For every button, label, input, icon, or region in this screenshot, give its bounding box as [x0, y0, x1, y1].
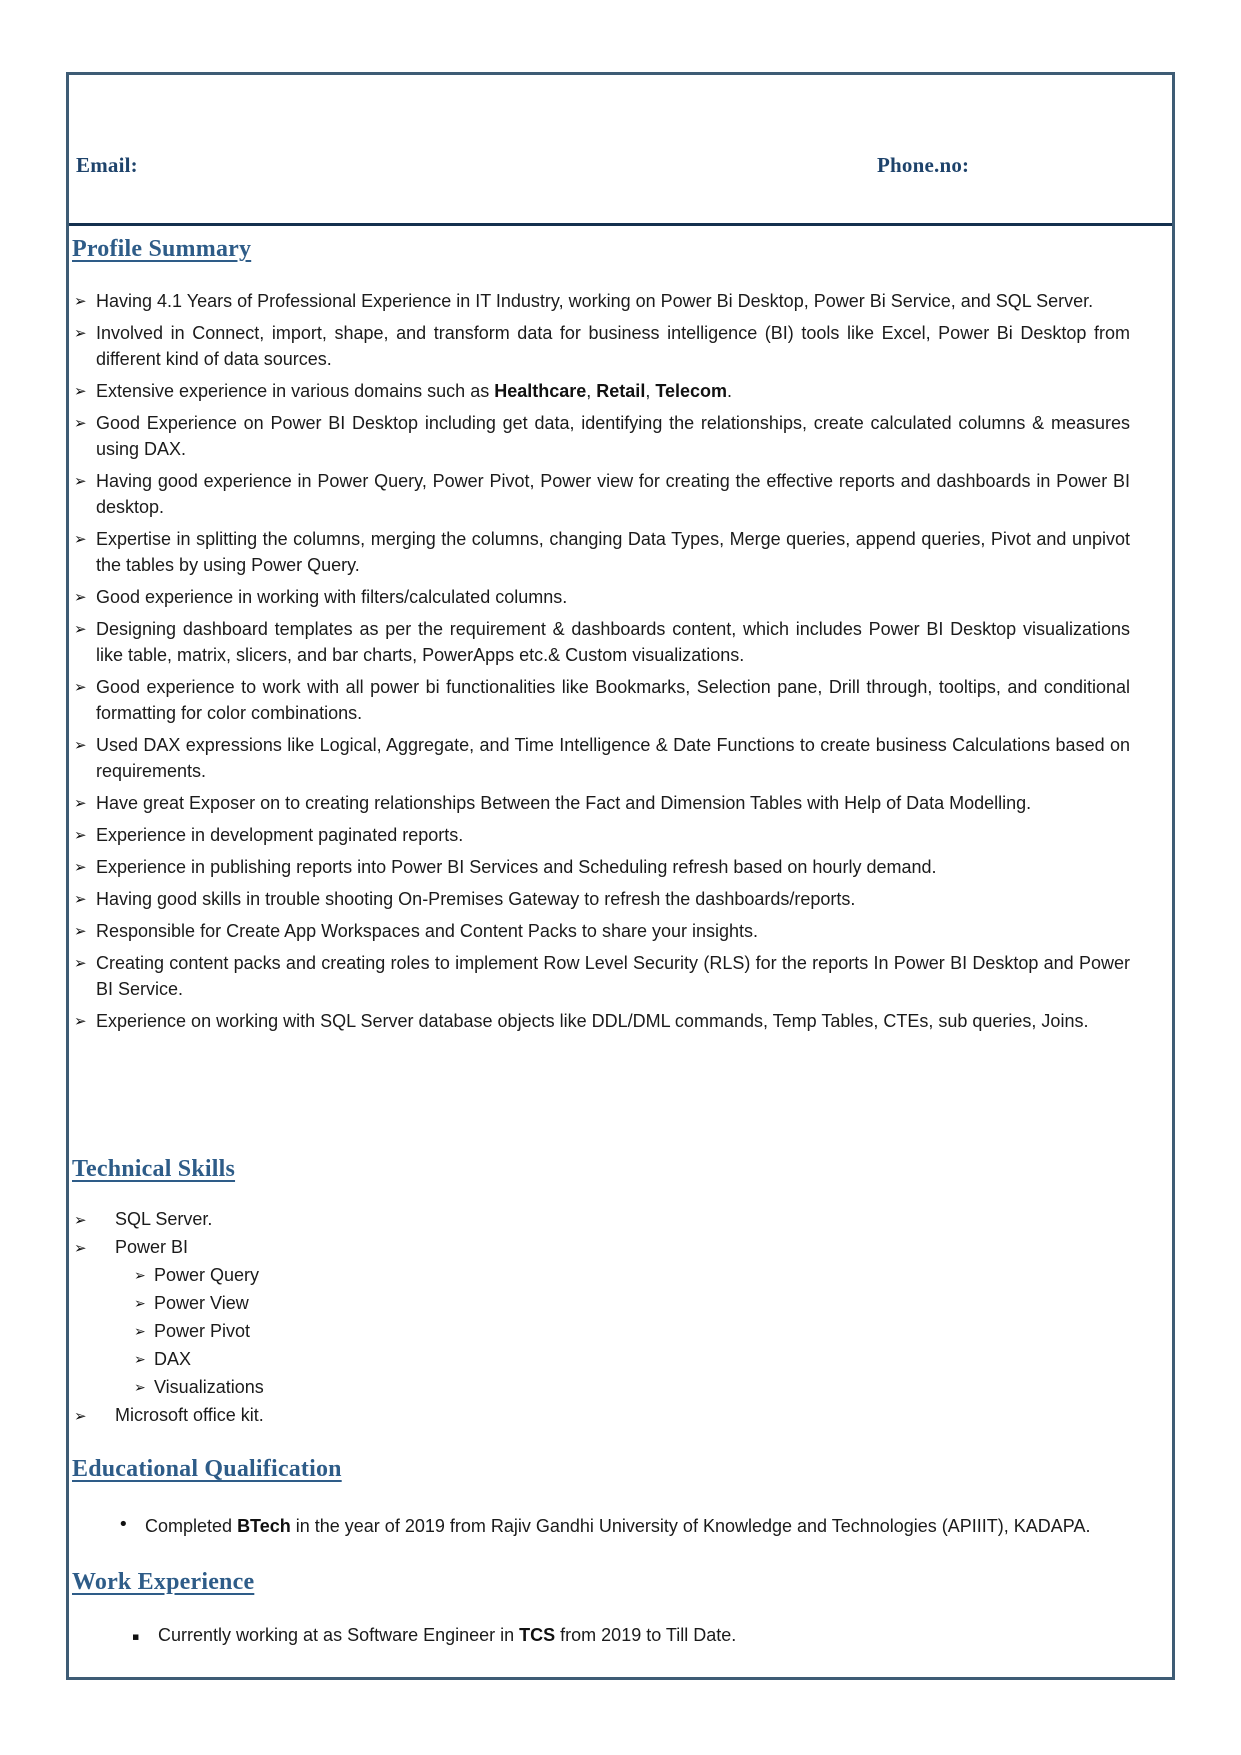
dot-bullet-icon: •	[118, 1514, 129, 1535]
list-item	[74, 288, 1130, 314]
bullet-text: Good experience in working with filters/calculated columns.	[96, 587, 568, 607]
bullet-text: Currently working at as Software Engineer in	[158, 1625, 520, 1645]
arrow-bullet-icon: ➢	[74, 1239, 87, 1257]
arrow-bullet-icon: ➢	[74, 530, 87, 548]
bold-term: BTech	[237, 1516, 291, 1536]
list-item	[74, 674, 1130, 726]
list-item	[134, 1345, 1130, 1373]
skill-label: Visualizations	[154, 1377, 264, 1397]
bullet-text: Having good experience in Power Query, Power Pivot, Power view for creating the effective reports and dashboards in Power BI desktop.	[96, 471, 1130, 517]
skill-label: DAX	[154, 1349, 192, 1369]
bullet-text: Good experience to work with all power bi functionalities like Bookmarks, Selection pane, Drill through, tooltips, and conditional formatting for color combinations.	[96, 677, 1130, 723]
bold-term: Healthcare	[494, 381, 587, 401]
skill-label: Power View	[154, 1293, 249, 1313]
list-item	[134, 1373, 1130, 1401]
profile-summary-title: Profile Summary	[72, 236, 252, 262]
arrow-bullet-icon: ➢	[74, 620, 87, 638]
arrow-bullet-icon: ➢	[134, 1352, 146, 1368]
bullet-text: ,	[645, 381, 656, 401]
bullet-text: Completed	[145, 1516, 238, 1536]
bullet-text: Having good skills in trouble shooting On-Premises Gateway to refresh the dashboards/reports.	[96, 889, 856, 909]
list-item	[74, 410, 1130, 462]
skill-label: Power BI	[115, 1237, 189, 1257]
square-bullet-icon: ▪	[132, 1630, 140, 1643]
arrow-bullet-icon: ➢	[134, 1296, 146, 1312]
list-item	[74, 584, 1130, 610]
list-item	[74, 790, 1130, 816]
list-item	[74, 918, 1130, 944]
arrow-bullet-icon: ➢	[74, 1407, 87, 1425]
bullet-text: Extensive experience in various domains such as	[96, 381, 495, 401]
list-item	[74, 1401, 1130, 1429]
arrow-bullet-icon: ➢	[74, 736, 87, 754]
bullet-text: Experience in development paginated reports.	[96, 825, 464, 845]
list-item	[74, 320, 1130, 372]
bullet-text: Designing dashboard templates as per the requirement & dashboards content, which includes Power BI Desktop visualizations like table, matrix, slicers, and bar charts, PowerApps etc.& Custom visualizations.	[96, 619, 1130, 665]
arrow-bullet-icon: ➢	[74, 472, 87, 490]
work-experience-list	[74, 1622, 1130, 1648]
arrow-bullet-icon: ➢	[74, 794, 87, 812]
email-label: Email:	[76, 153, 138, 177]
list-item	[74, 526, 1130, 578]
list-item	[118, 1510, 1130, 1542]
bullet-text: Experience in publishing reports into Power BI Services and Scheduling refresh based on hourly demand.	[96, 857, 937, 877]
bullet-text: Involved in Connect, import, shape, and transform data for business intelligence (BI) tools like Excel, Power Bi Desktop from different kind of data sources.	[96, 323, 1130, 369]
arrow-bullet-icon: ➢	[74, 588, 87, 606]
list-item	[74, 378, 1130, 404]
list-item	[132, 1622, 1130, 1648]
arrow-bullet-icon: ➢	[74, 678, 87, 696]
bold-term: TCS	[519, 1625, 556, 1645]
arrow-bullet-icon: ➢	[134, 1324, 146, 1340]
bullet-text: .	[727, 381, 733, 401]
list-item	[74, 1233, 1130, 1261]
list-item	[134, 1289, 1130, 1317]
list-item	[74, 732, 1130, 784]
education-title: Educational Qualification	[72, 1456, 342, 1482]
list-item	[74, 886, 1130, 912]
bullet-text: Have great Exposer on to creating relationships Between the Fact and Dimension Tables with Help of Data Modelling.	[96, 793, 1032, 813]
list-item	[74, 950, 1130, 1002]
bullet-text: Having 4.1 Years of Professional Experience in IT Industry, working on Power Bi Desktop, Power Bi Service, and SQL Server.	[96, 291, 1094, 311]
skill-label: SQL Server.	[115, 1209, 213, 1229]
list-item	[74, 822, 1130, 848]
skill-label: Power Query	[154, 1265, 260, 1285]
bullet-text: from 2019 to Till Date.	[555, 1625, 737, 1645]
document-body	[69, 235, 1172, 1648]
phone-label: Phone.no:	[877, 153, 970, 177]
list-item	[74, 1008, 1130, 1034]
contact-header	[69, 75, 1172, 226]
technical-skills-title: Technical Skills	[72, 1156, 236, 1182]
work-experience-title: Work Experience	[72, 1569, 255, 1595]
arrow-bullet-icon: ➢	[74, 414, 87, 432]
list-item	[134, 1261, 1130, 1289]
bullet-text: in the year of 2019 from Rajiv Gandhi University of Knowledge and Technologies (APIIIT), KADAPA.	[290, 1516, 1091, 1536]
bold-term: Retail	[596, 381, 646, 401]
bullet-text: ,	[586, 381, 597, 401]
list-item	[134, 1317, 1130, 1345]
profile-summary-list	[74, 288, 1130, 1118]
arrow-bullet-icon: ➢	[134, 1380, 146, 1396]
bullet-text: Used DAX expressions like Logical, Aggregate, and Time Intelligence & Date Functions to create business Calculations based on requirements.	[96, 735, 1130, 781]
arrow-bullet-icon: ➢	[74, 324, 87, 342]
bullet-text: Experience on working with SQL Server database objects like DDL/DML commands, Temp Tables, CTEs, sub queries, Joins.	[96, 1011, 1089, 1031]
arrow-bullet-icon: ➢	[74, 1012, 87, 1030]
bullet-text: Expertise in splitting the columns, merging the columns, changing Data Types, Merge queries, append queries, Pivot and unpivot the tables by using Power Query.	[96, 529, 1130, 575]
bullet-text: Good Experience on Power BI Desktop including get data, identifying the relationships, create calculated columns & measures using DAX.	[96, 413, 1130, 459]
document-frame	[66, 72, 1175, 1680]
arrow-bullet-icon: ➢	[74, 954, 87, 972]
list-item	[74, 854, 1130, 880]
arrow-bullet-icon: ➢	[74, 922, 87, 940]
education-list	[74, 1510, 1130, 1574]
list-item	[74, 1205, 1130, 1233]
arrow-bullet-icon: ➢	[74, 382, 87, 400]
list-item	[74, 468, 1130, 520]
list-item	[74, 616, 1130, 668]
skill-label: Power Pivot	[154, 1321, 251, 1341]
technical-skills-list	[74, 1205, 1130, 1429]
arrow-bullet-icon: ➢	[74, 292, 87, 310]
arrow-bullet-icon: ➢	[74, 826, 87, 844]
arrow-bullet-icon: ➢	[74, 1211, 87, 1229]
arrow-bullet-icon: ➢	[74, 890, 87, 908]
bullet-text: Responsible for Create App Workspaces and Content Packs to share your insights.	[96, 921, 759, 941]
skill-label: Microsoft office kit.	[115, 1405, 264, 1425]
bold-term: Telecom	[655, 381, 728, 401]
arrow-bullet-icon: ➢	[74, 858, 87, 876]
bullet-text: Creating content packs and creating roles to implement Row Level Security (RLS) for the reports In Power BI Desktop and Power BI Service.	[96, 953, 1130, 999]
arrow-bullet-icon: ➢	[134, 1268, 146, 1284]
